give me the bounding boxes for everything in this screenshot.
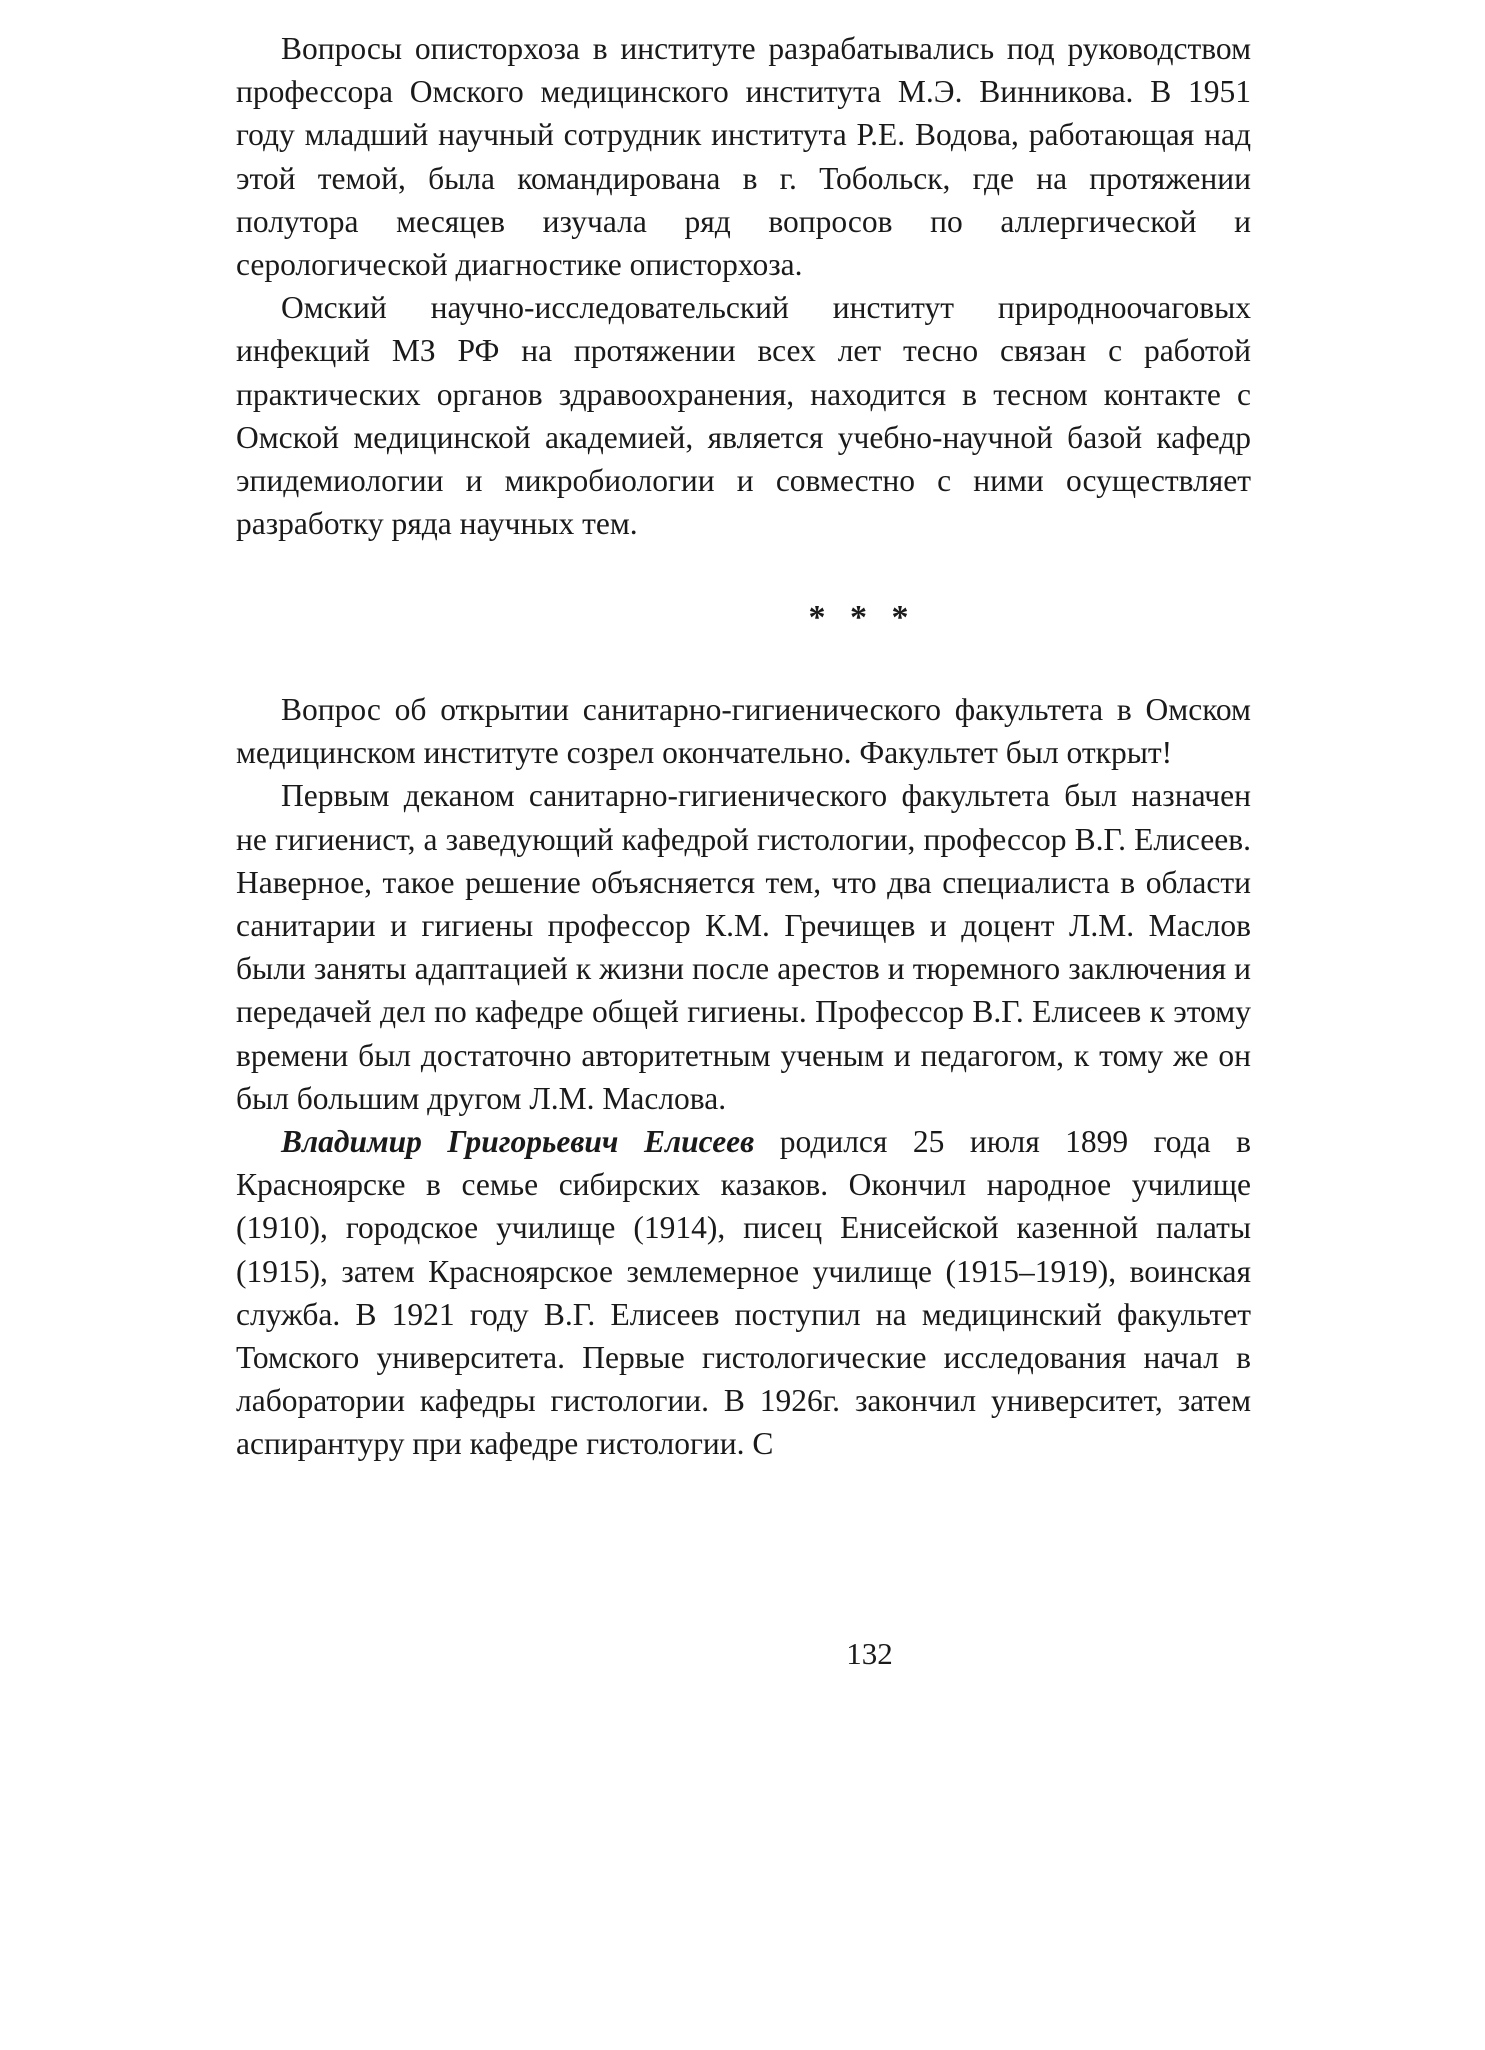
text-block-top xyxy=(236,27,1251,545)
page-number: 132 xyxy=(846,1636,893,1671)
section-separator: * * * xyxy=(808,599,917,636)
text-block-bottom xyxy=(236,688,1251,1466)
biography-name: Владимир Григорьевич Елисеев xyxy=(281,1124,755,1160)
biography-text: родился 25 июля 1899 года в Красноярске в семье сибирских казаков. Окончил народное училище (1910), городское училище (1914), писец Енисейской казенной палаты (1915), затем Красноярское землемерное училище (1915–1919), воинская служба. В 1921 году В.Г. Елисеев поступил на медицинский факультет Томского университета. Первые гистологические исследования начал в лаборатории кафедры гистологии. В 1926г. закончил университет, затем аспирантуру при кафедре гистологии. С xyxy=(236,1124,1251,1462)
paragraph-opisthorchiasis: Вопросы описторхоза в институте разрабатывались под руководством профессора Омского медицинского института М.Э. Винникова. В 1951 году младший научный сотрудник института Р.Е. Водова, работающая над этой темой, была командирована в г. Тобольск, где на протяжении полутора месяцев изучала ряд вопросов по аллергической и серологической диагностике описторхоза. xyxy=(236,31,1251,283)
paragraph-first-dean: Первым деканом санитарно-гигиенического факультета был назначен не гигиенист, а заведующий кафедрой гистологии, профессор В.Г. Елисеев. Наверное, такое решение объясняется тем, что два специалиста в области санитарии и гигиены профессор К.М. Гречищев и доцент Л.М. Маслов были заняты адаптацией к жизни после арестов и тюремного заключения и передачей дел по кафедре общей гигиены. Профессор В.Г. Елисеев к этому времени был достаточно авторитетным ученым и педагогом, к тому же он был большим другом Л.М. Маслова. xyxy=(236,778,1251,1116)
paragraph-omsk-institute: Омский научно-исследовательский институт природноочаговых инфекций МЗ РФ на протяжении всех лет тесно связан с работой практических органов здравоохранения, находится в тесном контакте с Омской медицинской академией, является учебно-научной базой кафедр эпидемиологии и микробиологии и совместно с ними осуществляет разработку ряда научных тем. xyxy=(236,290,1251,542)
paragraph-faculty-opening: Вопрос об открытии санитарно-гигиенического факультета в Омском медицинском институте созрел окончательно. Факультет был открыт! xyxy=(236,692,1251,771)
paragraph-biography xyxy=(236,1120,1251,1466)
